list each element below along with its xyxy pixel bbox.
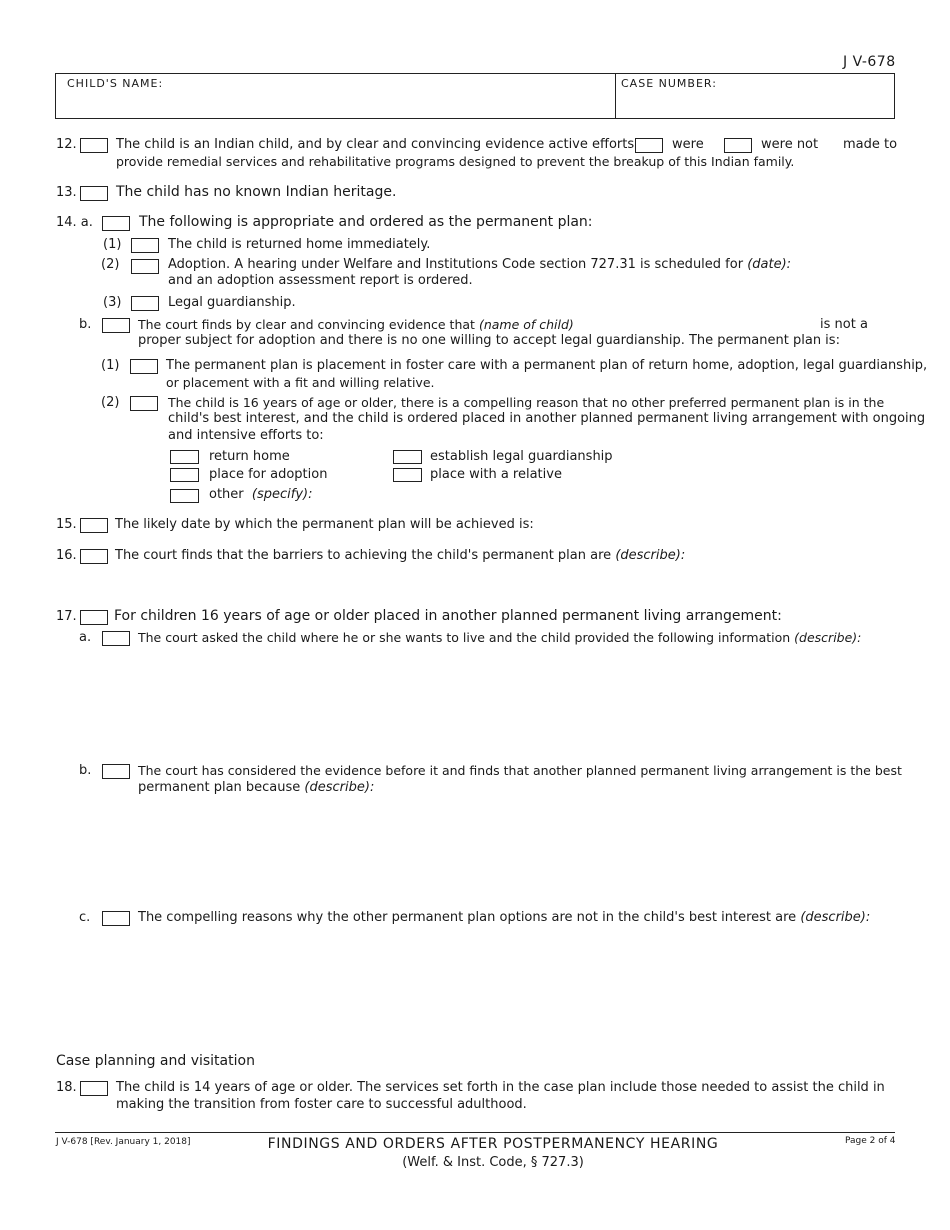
item-15-checkbox[interactable]	[80, 518, 108, 533]
item-14b-checkbox[interactable]	[102, 318, 130, 333]
item-17-text: For children 16 years of age or older placed in another planned permanent living arrangement:	[114, 608, 782, 624]
childs-name-label: CHILD'S NAME:	[67, 77, 164, 90]
item-14a3-text: Legal guardianship.	[168, 295, 296, 310]
specify-label: (specify):	[251, 487, 313, 502]
footer-title: FINDINGS AND ORDERS AFTER POSTPERMANENCY HEARING	[267, 1136, 719, 1152]
item-18-text: The child is 14 years of age or older. The services set forth in the case plan include those needed to assist the child in	[116, 1080, 885, 1095]
item-16-number: 16.	[56, 548, 77, 563]
item-12-number: 12.	[56, 137, 77, 152]
item-17c-describe: (describe):	[800, 910, 871, 925]
item-14b-is-not-a: is not a	[820, 317, 868, 332]
place-adoption-label: place for adoption	[209, 467, 328, 482]
other-checkbox[interactable]	[170, 489, 199, 503]
item-14b1-text-line2: or placement with a fit and willing relative.	[166, 375, 435, 390]
item-17c-text: The compelling reasons why the other permanent plan options are not in the child's best interest are (describe):	[138, 910, 871, 925]
item-17b-checkbox[interactable]	[102, 764, 130, 779]
item-17a-label: a.	[79, 630, 92, 645]
item-18-text-line2: making the transition from foster care to successful adulthood.	[116, 1097, 527, 1112]
item-14a1-checkbox[interactable]	[131, 238, 159, 253]
item-14b-label: b.	[79, 317, 92, 332]
item-14a-text: The following is appropriate and ordered as the permanent plan:	[139, 214, 593, 230]
item-14b2-text-line2: child's best interest, and the child is ordered placed in another planned permanent living arrangement with ongoing	[168, 411, 926, 426]
item-14b2-text-line3: and intensive efforts to:	[168, 428, 324, 443]
item-17b-label: b.	[79, 763, 92, 778]
item-17a-checkbox[interactable]	[102, 631, 130, 646]
establish-guardianship-checkbox[interactable]	[393, 450, 422, 464]
item-14a-checkbox[interactable]	[102, 216, 130, 231]
item-14b-text-line2: proper subject for adoption and there is no one willing to accept legal guardianship. The permanent plan is:	[138, 333, 840, 348]
item-17b-text-line2: permanent plan because (describe):	[138, 780, 375, 795]
item-12-text-line2: provide remedial services and rehabilitative programs designed to prevent the breakup of this Indian family.	[116, 154, 795, 169]
item-16-text: The court finds that the barriers to achieving the child's permanent plan are (describe):	[115, 548, 686, 563]
item-13-checkbox[interactable]	[80, 186, 108, 201]
item-14b1-text: The permanent plan is placement in foster care with a permanent plan of return home, adoption, legal guardianship,	[166, 358, 928, 373]
item-14b1-checkbox[interactable]	[130, 359, 158, 374]
item-17a-text: The court asked the child where he or she wants to live and the child provided the following information (describe):	[138, 630, 862, 645]
footer-rule	[55, 1132, 895, 1133]
item-14a3-number: (3)	[103, 295, 122, 310]
item-14a3-checkbox[interactable]	[131, 296, 159, 311]
establish-guardianship-label: establish legal guardianship	[430, 449, 613, 464]
item-14-number: 14. a.	[56, 215, 93, 230]
item-12-were-not: were not	[761, 137, 819, 152]
item-17a-describe: (describe):	[794, 630, 862, 645]
item-14b2-number: (2)	[101, 395, 120, 410]
other-label: other (specify):	[209, 487, 313, 502]
item-13-text: The child has no known Indian heritage.	[116, 184, 397, 200]
item-14b2-text: The child is 16 years of age or older, there is a compelling reason that no other preferred permanent plan is in the	[168, 395, 885, 410]
return-home-label: return home	[209, 449, 290, 464]
form-id: J V-678	[843, 54, 896, 70]
item-17c-checkbox[interactable]	[102, 911, 130, 926]
item-12-made-to: made to	[843, 137, 898, 152]
item-14a2-text-line2: and an adoption assessment report is ordered.	[168, 273, 473, 288]
place-relative-label: place with a relative	[430, 467, 562, 482]
item-16-checkbox[interactable]	[80, 549, 108, 564]
item-14a2-number: (2)	[101, 257, 120, 272]
place-adoption-checkbox[interactable]	[170, 468, 199, 482]
item-14b1-number: (1)	[101, 358, 120, 373]
item-15-text: The likely date by which the permanent plan will be achieved is:	[115, 517, 534, 532]
item-18-number: 18.	[56, 1080, 77, 1095]
item-18-checkbox[interactable]	[80, 1081, 108, 1096]
header-box	[55, 73, 895, 119]
item-12-checkbox[interactable]	[80, 138, 108, 153]
item-14a2-text: Adoption. A hearing under Welfare and Institutions Code section 727.31 is scheduled for (date):	[168, 257, 792, 272]
item-17-number: 17.	[56, 609, 77, 624]
item-12-were-checkbox[interactable]	[635, 138, 663, 153]
item-12-text: The child is an Indian child, and by clear and convincing evidence active efforts	[116, 137, 635, 152]
footer-subtitle: (Welf. & Inst. Code, § 727.3)	[402, 1155, 584, 1170]
item-12-were: were	[672, 137, 704, 152]
item-14b2-checkbox[interactable]	[130, 396, 158, 411]
item-13-number: 13.	[56, 185, 77, 200]
item-17c-label: c.	[79, 910, 91, 925]
item-17b-text: The court has considered the evidence before it and finds that another planned permanent living arrangement is the best	[138, 763, 902, 778]
item-14b-text: The court finds by clear and convincing evidence that (name of child)	[138, 317, 574, 332]
item-16-describe: (describe):	[615, 548, 686, 563]
item-17b-describe: (describe):	[304, 780, 375, 795]
footer-revision: J V-678 [Rev. January 1, 2018]	[56, 1137, 191, 1147]
item-14a2-checkbox[interactable]	[131, 259, 159, 274]
item-12-were-not-checkbox[interactable]	[724, 138, 752, 153]
return-home-checkbox[interactable]	[170, 450, 199, 464]
footer-page-number: Page 2 of 4	[845, 1136, 896, 1146]
item-14a1-number: (1)	[103, 237, 122, 252]
item-14b-name-label: (name of child)	[478, 317, 574, 332]
place-relative-checkbox[interactable]	[393, 468, 422, 482]
item-14a2-date-label: (date):	[747, 257, 792, 272]
item-17-checkbox[interactable]	[80, 610, 108, 625]
item-14a1-text: The child is returned home immediately.	[168, 237, 431, 252]
header-divider	[615, 74, 616, 118]
item-15-number: 15.	[56, 517, 77, 532]
section-heading: Case planning and visitation	[56, 1053, 255, 1069]
case-number-label: CASE NUMBER:	[621, 77, 717, 90]
